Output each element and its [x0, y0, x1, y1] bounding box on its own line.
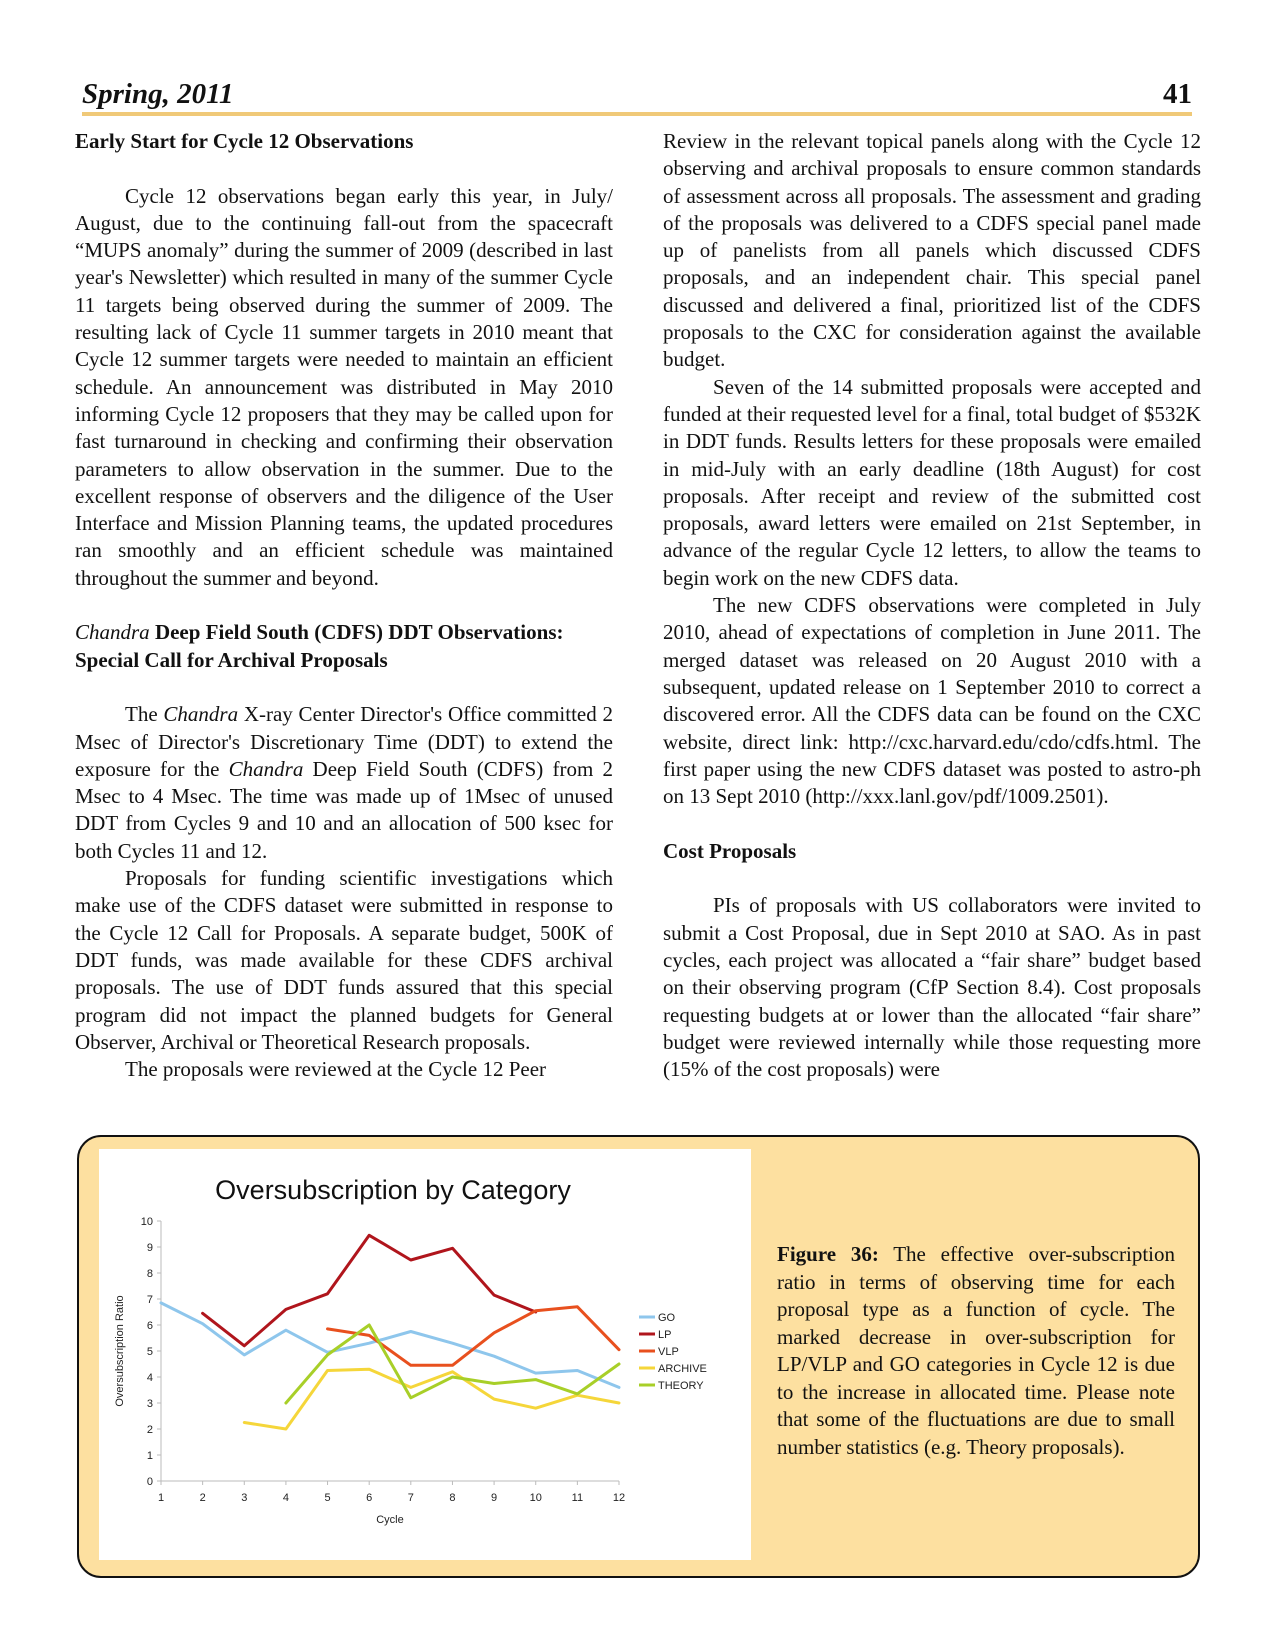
y-tick-label: 1 — [146, 1450, 153, 1462]
italic-chandra: Chandra — [228, 756, 304, 781]
right-column — [663, 128, 1201, 1083]
x-tick-label: 9 — [491, 1492, 498, 1504]
y-tick-label: 5 — [146, 1346, 153, 1358]
series-line-lp — [203, 1235, 536, 1346]
series-line-vlp — [328, 1307, 620, 1366]
paragraph: PIs of proposals with US collaborators were invited to submit a Cost Proposal, due in Sept 2010 at SAO. As in past cycles, each project was allocated a “fair share” budget based on their observing program (CfP Section 8.4). Cost proposals requesting budgets at or lower than the allocated “fair share” budget were reviewed internally while those requesting more (15% of the cost proposals) were — [663, 893, 1201, 1082]
x-tick-label: 11 — [571, 1492, 584, 1504]
oversubscription-chart — [99, 1149, 751, 1560]
chart-panel — [99, 1149, 751, 1560]
legend-label-archive: ARCHIVE — [658, 1363, 707, 1375]
legend-label-vlp: VLP — [658, 1346, 679, 1358]
x-axis-label: Cycle — [376, 1514, 404, 1526]
y-tick-label: 9 — [146, 1242, 153, 1254]
paragraph: Proposals for funding scientific investigations which make use of the CDFS dataset were submitted in response to the Cycle 12 Call for Proposals. A separate budget, 500K of DDT funds, was made available for these CDFS archival proposals. The use of DDT funds assured that this special program did not impact the planned budgets for General Observer, Archival or Theoretical Research proposals. — [75, 866, 613, 1054]
text-run: Deep Field South (CDFS) from 2 Msec to 4 Msec. The time was made up of 1Msec of unused DDT from Cycles 9 and 10 and an allocation of 500 ksec for both Cycles 11 and 12. — [75, 756, 614, 863]
y-axis-label: Oversubscription Ratio — [114, 1295, 126, 1407]
italic-chandra: Chandra — [163, 702, 239, 727]
caption-label: Figure 36: — [777, 1242, 879, 1266]
y-tick-label: 4 — [146, 1372, 153, 1384]
page-header — [82, 74, 1192, 118]
y-tick-label: 10 — [140, 1216, 153, 1228]
y-tick-label: 6 — [146, 1320, 153, 1332]
heading-rest: Deep Field South (CDFS) DDT Observations: Special Call for Archival Proposals — [75, 620, 564, 672]
page-number: 41 — [1163, 78, 1192, 110]
section-heading-cdfs — [75, 619, 613, 674]
chart-title: Oversubscription by Category — [215, 1175, 571, 1205]
heading-italic-chandra: Chandra — [75, 620, 150, 645]
paragraph: The new CDFS observations were completed in July 2010, ahead of expectations of completion in June 2011. The merged dataset was released on 20 August 2010 with a subsequent, updated release on 1 September 2010 to correct a discovered error. All the CDFS data can be found on the CXC website, direct link: http://cxc.harvard.edu/cdo/cdfs.html. The first paper using the new CDFS dataset was posted to astro-ph on 13 Sept 2010 (http://xxx.lanl.gov/pdf/1009.2501). — [663, 593, 1201, 809]
newsletter-issue: Spring, 2011 — [82, 78, 234, 110]
legend-label-lp: LP — [658, 1329, 672, 1341]
legend-label-go: GO — [658, 1312, 676, 1324]
figure-caption — [777, 1241, 1175, 1461]
x-tick-label: 1 — [157, 1492, 165, 1504]
series-line-archive — [244, 1369, 619, 1429]
series-line-go — [161, 1303, 619, 1388]
paragraph: Seven of the 14 submitted proposals were accepted and funded at their requested level for a final, total budget of $532K in DDT funds. Results letters for these proposals were emailed in mid-July with an early deadline (18th August) for cost proposals. After receipt and review of the submitted cost proposals, award letters were emailed on 21st September, in advance of the regular Cycle 12 letters, to allow the teams to begin work on the new CDFS data. — [663, 374, 1201, 590]
y-tick-label: 7 — [146, 1294, 153, 1306]
caption-text: The effective over-subscription ratio in terms of observing time for each proposal type as a function of cycle. The marked decrease in over-subscription for LP/VLP and GO categories in Cycle 12 is due to the increase in allocated time. Please note that some of the fluctuations are due to small number statistics (e.g. Theory proposals). — [777, 1242, 1175, 1459]
y-tick-label: 0 — [146, 1476, 153, 1488]
x-tick-label: 10 — [529, 1492, 542, 1504]
section-heading-cost-proposals: Cost Proposals — [663, 838, 797, 863]
x-tick-label: 2 — [199, 1492, 206, 1504]
x-tick-label: 12 — [612, 1492, 626, 1504]
legend-label-theory: THEORY — [658, 1380, 704, 1392]
x-tick-label: 3 — [241, 1492, 248, 1504]
x-tick-label: 6 — [366, 1492, 373, 1504]
section-heading-early-start: Early Start for Cycle 12 Observations — [75, 129, 414, 153]
header-rule — [82, 112, 1192, 116]
paragraph: The proposals were reviewed at the Cycle 12 Peer — [125, 1057, 547, 1082]
y-tick-label: 8 — [146, 1268, 153, 1280]
y-tick-label: 3 — [146, 1398, 153, 1410]
y-tick-label: 2 — [146, 1424, 153, 1436]
text-run: X-ray Center Director's Office committed 2 Msec of Director's Discretionary Time (DDT) to extend the exposure for the — [75, 702, 613, 781]
text-run: The — [125, 702, 164, 727]
x-tick-label: 7 — [407, 1492, 414, 1504]
x-tick-label: 5 — [324, 1492, 331, 1504]
paragraph: Review in the relevant topical panels along with the Cycle 12 observing and archival proposals to ensure common standards of assessment across all proposals. The assessment and grading of the proposals was delivered to a CDFS special panel made up of panelists from all panels which discussed CDFS proposals, and an independent chair. This special panel discussed and delivered a final, prioritized list of the CDFS proposals to the CXC for consideration against the available budget. — [663, 129, 1201, 372]
x-tick-label: 4 — [282, 1492, 289, 1504]
paragraph — [75, 701, 613, 865]
figure-box — [77, 1135, 1200, 1578]
left-column — [75, 128, 613, 1083]
x-tick-label: 8 — [449, 1492, 456, 1504]
paragraph: Cycle 12 observations began early this year, in July/ August, due to the continuing fall-out from the spacecraft “MUPS anomaly” during the summer of 2009 (described in last year's Newsletter) which resulted in many of the summer Cycle 11 targets being observed during the summer of 2009. The resulting lack of Cycle 11 summer targets in 2010 meant that Cycle 12 summer targets were needed to maintain an efficient schedule. An announcement was distributed in May 2010 informing Cycle 12 proposers that they may be called upon for fast turnaround in checking and confirming their observation parameters to allow observation in the summer. Due to the excellent response of observers and the diligence of the User Interface and Mission Planning teams, the updated procedures ran smoothly and an efficient schedule was maintained throughout the summer and beyond. — [75, 183, 613, 590]
